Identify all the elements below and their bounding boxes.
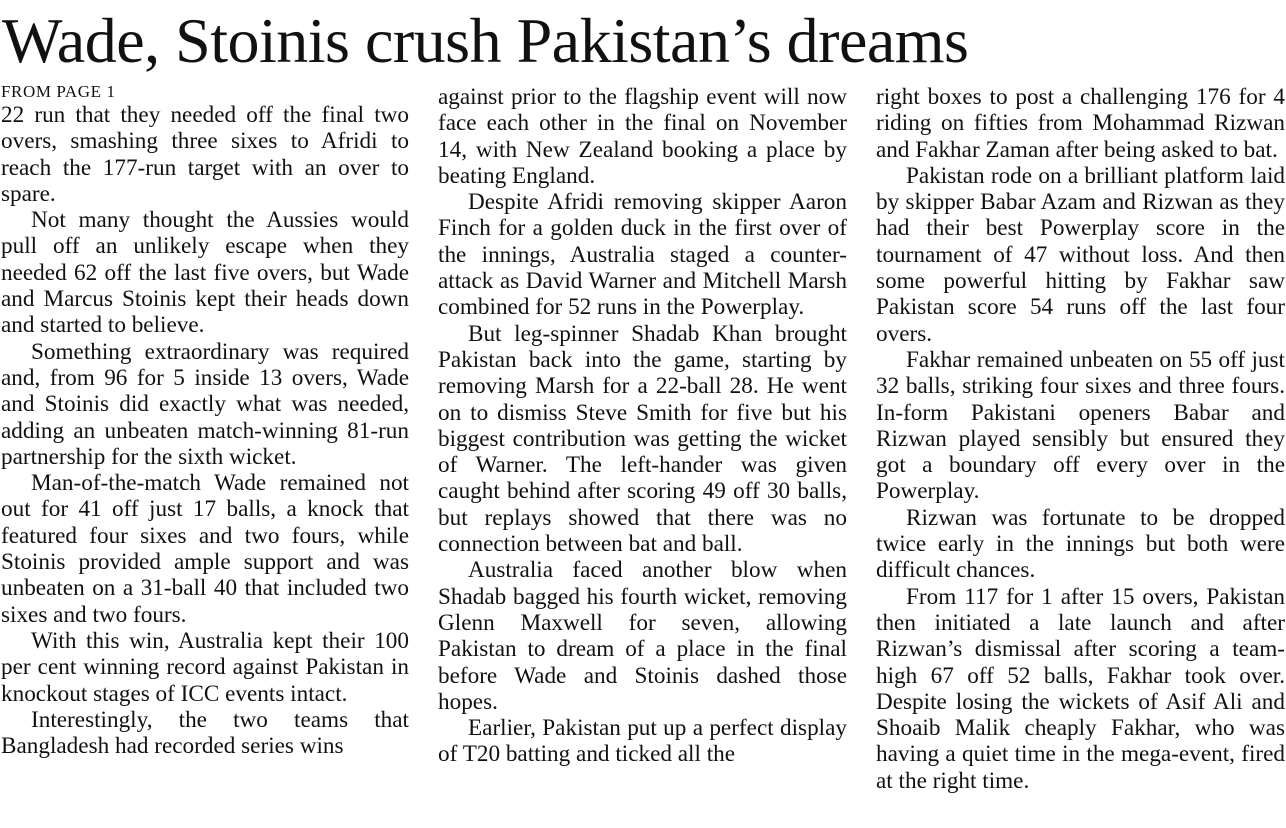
paragraph: With this win, Australia kept their 100 per cent winning record against Pakistan in knockout stages of ICC events intact. bbox=[1, 627, 409, 707]
article-column-2 bbox=[438, 84, 847, 828]
paragraph: From 117 for 1 after 15 overs, Pakistan then initiated a late launch and after Rizwan’s dismissal after scoring a team-high 67 off 52 balls, Fakhar took over. Despite losing the wickets of Asif Ali and Shoaib Malik cheaply Fakhar, who was having a quiet time in the mega-event, fired at the right time. bbox=[876, 583, 1285, 794]
paragraph: Something extraordinary was required and, from 96 for 5 inside 13 overs, Wade and Stoinis did exactly what was needed, adding an unbeaten match-winning 81-run partnership for the sixth wicket. bbox=[1, 338, 409, 470]
paragraph: Rizwan was fortunate to be dropped twice early in the innings but both were difficult chances. bbox=[876, 504, 1285, 584]
continuation-kicker: FROM PAGE 1 bbox=[1, 82, 116, 101]
article-column-3 bbox=[876, 84, 1285, 828]
paragraph: Interestingly, the two teams that Bangladesh had recorded series wins bbox=[1, 706, 409, 760]
paragraph: Australia faced another blow when Shadab bagged his fourth wicket, removing Glenn Maxwell for seven, allowing Pakistan to dream of a place in the final before Wade and Stoinis dashed those hopes. bbox=[438, 557, 847, 715]
paragraph: Fakhar remained unbeaten on 55 off just 32 balls, striking four sixes and three fours. In-form Pakistani openers Babar and Rizwan played sensibly but ensured they got a boundary off every over in the Powerplay. bbox=[876, 346, 1285, 505]
paragraph: But leg-spinner Shadab Khan brought Pakistan back into the game, starting by removing Marsh for a 22-ball 28. He went on to dismiss Steve Smith for five but his biggest contribution was getting the wicket of Warner. The left-hander was given caught behind after scoring 49 off 30 balls, but replays showed that there was no connection between bat and ball. bbox=[438, 320, 847, 558]
paragraph: Pakistan rode on a brilliant platform laid by skipper Babar Azam and Rizwan as they had their best Powerplay score in the tournament of 47 without loss. And then some powerful hitting by Fakhar saw Pakistan score 54 runs off the last four overs. bbox=[876, 162, 1285, 347]
paragraph: against prior to the flagship event will now face each other in the final on November 14, with New Zealand booking a place by beating England. bbox=[438, 84, 847, 189]
article-column-1 bbox=[1, 82, 409, 826]
paragraph: right boxes to post a challenging 176 for 4 riding on fifties from Mohammad Rizwan and Fakhar Zaman after being asked to bat. bbox=[876, 84, 1285, 163]
paragraph: Man-of-the-match Wade remained not out for 41 off just 17 balls, a knock that featured four sixes and two fours, while Stoinis provided ample support and was unbeaten on a 31-ball 40 that included two sixes and two fours. bbox=[1, 470, 409, 628]
paragraph: Not many thought the Aussies would pull off an unlikely escape when they needed 62 off the last five overs, but Wade and Marcus Stoinis kept their heads down and started to believe. bbox=[1, 207, 409, 339]
headline: Wade, Stoinis crush Pakistan’s dreams bbox=[2, 5, 969, 76]
paragraph: 22 run that they needed off the final two overs, smashing three sixes to Afridi to reach the 177-run target with an over to spare. bbox=[1, 102, 409, 207]
paragraph: Earlier, Pakistan put up a perfect display of T20 batting and ticked all the bbox=[438, 715, 847, 768]
paragraph: Despite Afridi removing skipper Aaron Finch for a golden duck in the first over of the innings, Australia staged a counter-attack as David Warner and Mitchell Marsh combined for 52 runs in the Powerplay. bbox=[438, 189, 847, 321]
